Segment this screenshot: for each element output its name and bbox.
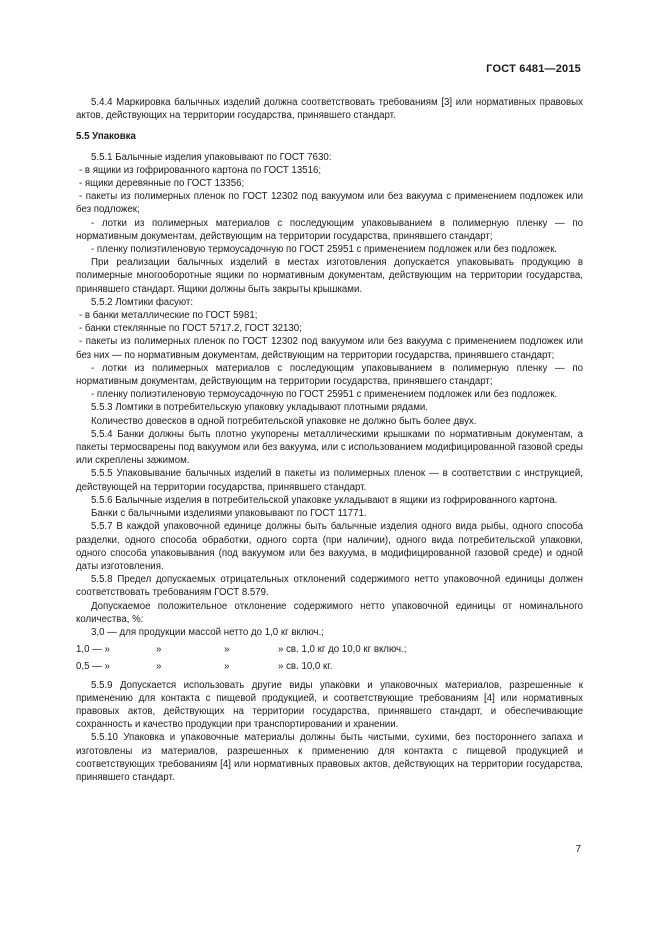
tolerance-cell: » (224, 644, 230, 656)
paragraph: 5.5.7 В каждой упаковочной единице должны быть балычные изделия одного вида рыбы, одного способа разделки, одного способа обработки, одного сорта (при наличии), одного вида потребительской упаковки, одного способа упаковывания (под вакуумом или без вакуума, в модифицированной газовой среде) и одной даты изготовления. (76, 521, 583, 572)
paragraph: 5.5.3 Ломтики в потребительскую упаковку укладывают плотными рядами. (91, 402, 428, 414)
list-item: - ящики деревянные по ГОСТ 13356; (79, 178, 245, 190)
tolerance-row: 3,0 — для продукции массой нетто до 1,0 кг включ.; (91, 626, 324, 638)
tolerance-cell: 0,5 — » (76, 661, 110, 673)
paragraph: 5.5.4 Банки должны быть плотно укупорены металлическими крышками по нормативным документам, а пакеты термосварены под вакуумом или без вакуума, или с использованием модифицированной газовой среды или скреплены зажимом. (76, 428, 583, 467)
paragraph: - пленку полиэтиленовую термоусадочную по ГОСТ 25951 с применением подложек или без подложек. (91, 244, 558, 256)
list-item: - в ящики из гофрированного картона по ГОСТ 13516; (79, 164, 322, 176)
tolerance-row (76, 643, 583, 656)
paragraph: Количество довесков в одной потребительской упаковке не должно быть более двух. (91, 415, 477, 427)
list-item: - пакеты из полимерных пленок по ГОСТ 12302 под вакуумом или без вакуума с применением подложек или без подложек; (76, 191, 583, 216)
list-item: - в банки металлические по ГОСТ 5981; (79, 310, 258, 322)
paragraph: 5.5.5 Упаковывание балычных изделий в пакеты из полимерных пленок — в соответствии с инструкцией, действующей на территории государства, принявшего стандарт. (76, 468, 583, 493)
paragraph: Допускаемое положительное отклонение содержимого нетто упаковочной единицы от номинального количества, %: (76, 600, 583, 625)
paragraph: 5.5.9 Допускается использовать другие виды упаковки и упаковочных материалов, разрешенные к применению для контакта с пищевой продукцией, и соответствующие требованиям [4] или нормативных правовых актов, действующих на территории государства, принявшего стандарт, и обеспечивающие сохранность и качество продукции при транспортировании и хранении. (76, 679, 583, 731)
tolerance-cell: » (156, 644, 162, 656)
list-item: - банки стеклянные по ГОСТ 5717.2, ГОСТ 32130; (79, 323, 302, 335)
paragraph: 5.5.2 Ломтики фасуют: (91, 296, 194, 308)
document-body (76, 96, 583, 784)
page-number: 7 (575, 844, 581, 855)
paragraph: Банки с балычными изделиями упаковывают по ГОСТ 11771. (91, 508, 367, 520)
tolerance-cell: » (156, 661, 162, 673)
paragraph: - лотки из полимерных материалов с последующим упаковыванием в полимерную пленку — по нормативным документам, действующим на территории государства, принявшего стандарт; (76, 362, 583, 388)
paragraph: 5.5.1 Балычные изделия упаковывают по ГОСТ 7630: (91, 151, 332, 163)
paragraph: 5.5.10 Упаковка и упаковочные материалы должны быть чистыми, сухими, без постороннего запаха и изготовлены из материалов, разрешенных к применению для контакта с пищевой продукцией и соответствующих требованиям [4] или нормативных правовых актов, действующих на территории государства, принявшего стандарт. (76, 732, 583, 783)
paragraph: При реализации балычных изделий в местах изготовления допускается упаковывать продукцию в полимерные многооборотные ящики по нормативным документам, действующим на территории государства, принявшего стандарт. Ящики должны быть закрыты крышками. (76, 257, 583, 295)
document-code-header: ГОСТ 6481—2015 (486, 63, 581, 75)
paragraph: - пленку полиэтиленовую термоусадочную по ГОСТ 25951 с применением подложек или без подложек. (91, 389, 558, 401)
tolerance-cell: » св. 1,0 кг до 10,0 кг включ.; (278, 644, 407, 656)
tolerance-row (76, 660, 583, 673)
tolerance-cell: 1,0 — » (76, 644, 110, 656)
paragraph: - лотки из полимерных материалов с последующим упаковыванием в полимерную пленку — по нормативным документам, действующим на территории государства, принявшего стандарт; (76, 217, 583, 242)
list-item: - пакеты из полимерных пленок по ГОСТ 12302 под вакуумом или без вакуума с применением подложек или без них — по нормативным документам, действующим на территории государства, принявшего стандарт; (76, 336, 583, 361)
paragraph: 5.5.8 Предел допускаемых отрицательных отклонений содержимого нетто упаковочной единицы должен соответствовать требованиям ГОСТ 8.579. (76, 574, 583, 599)
tolerance-cell: » св. 10,0 кг. (278, 661, 333, 673)
paragraph: 5.4.4 Маркировка балычных изделий должна соответствовать требованиям [3] или нормативных правовых актов, действующих на территории государства, принявшего стандарт. (76, 97, 583, 122)
tolerance-cell: » (224, 661, 230, 673)
section-heading: 5.5 Упаковка (76, 131, 136, 143)
paragraph: 5.5.6 Балычные изделия в потребительской упаковке укладывают в ящики из гофрированного картона. (91, 494, 558, 506)
